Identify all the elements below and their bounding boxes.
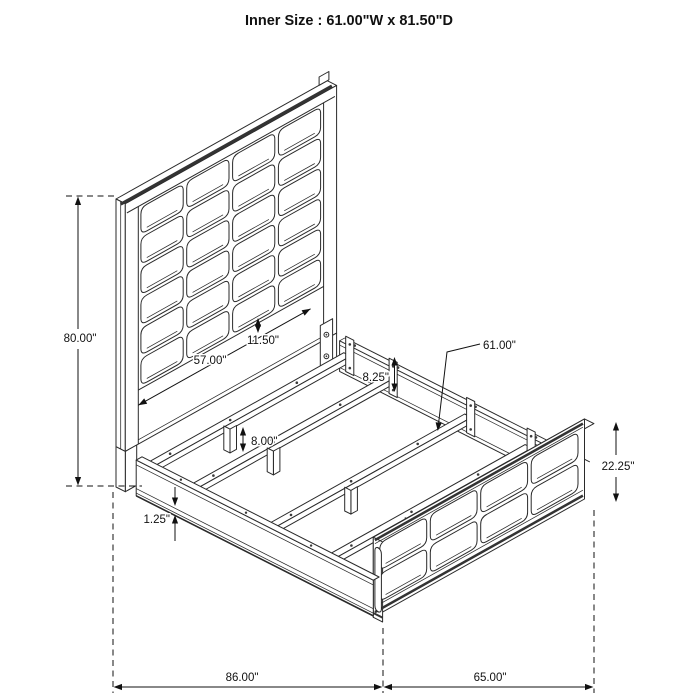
dim-rail-drop: 8.25" [362,372,389,384]
dim-inner-width: 61.00" [483,340,516,352]
dim-headboard-height: 80.00" [63,333,97,345]
dim-rail-lip: 1.25" [143,514,170,526]
bed-line-art [63,72,619,694]
diagram-title: Inner Size : 61.00"W x 81.50"D [245,13,453,29]
dim-headboard-inner-width: 57.00" [193,355,227,367]
dim-leg-height: 8.00" [251,436,278,448]
dim-headboard-rail-height: 11.50" [246,335,280,347]
dim-overall-length: 86.00" [225,672,259,684]
dim-overall-width: 65.00" [473,672,507,684]
dim-footboard-height: 22.25" [601,461,635,473]
